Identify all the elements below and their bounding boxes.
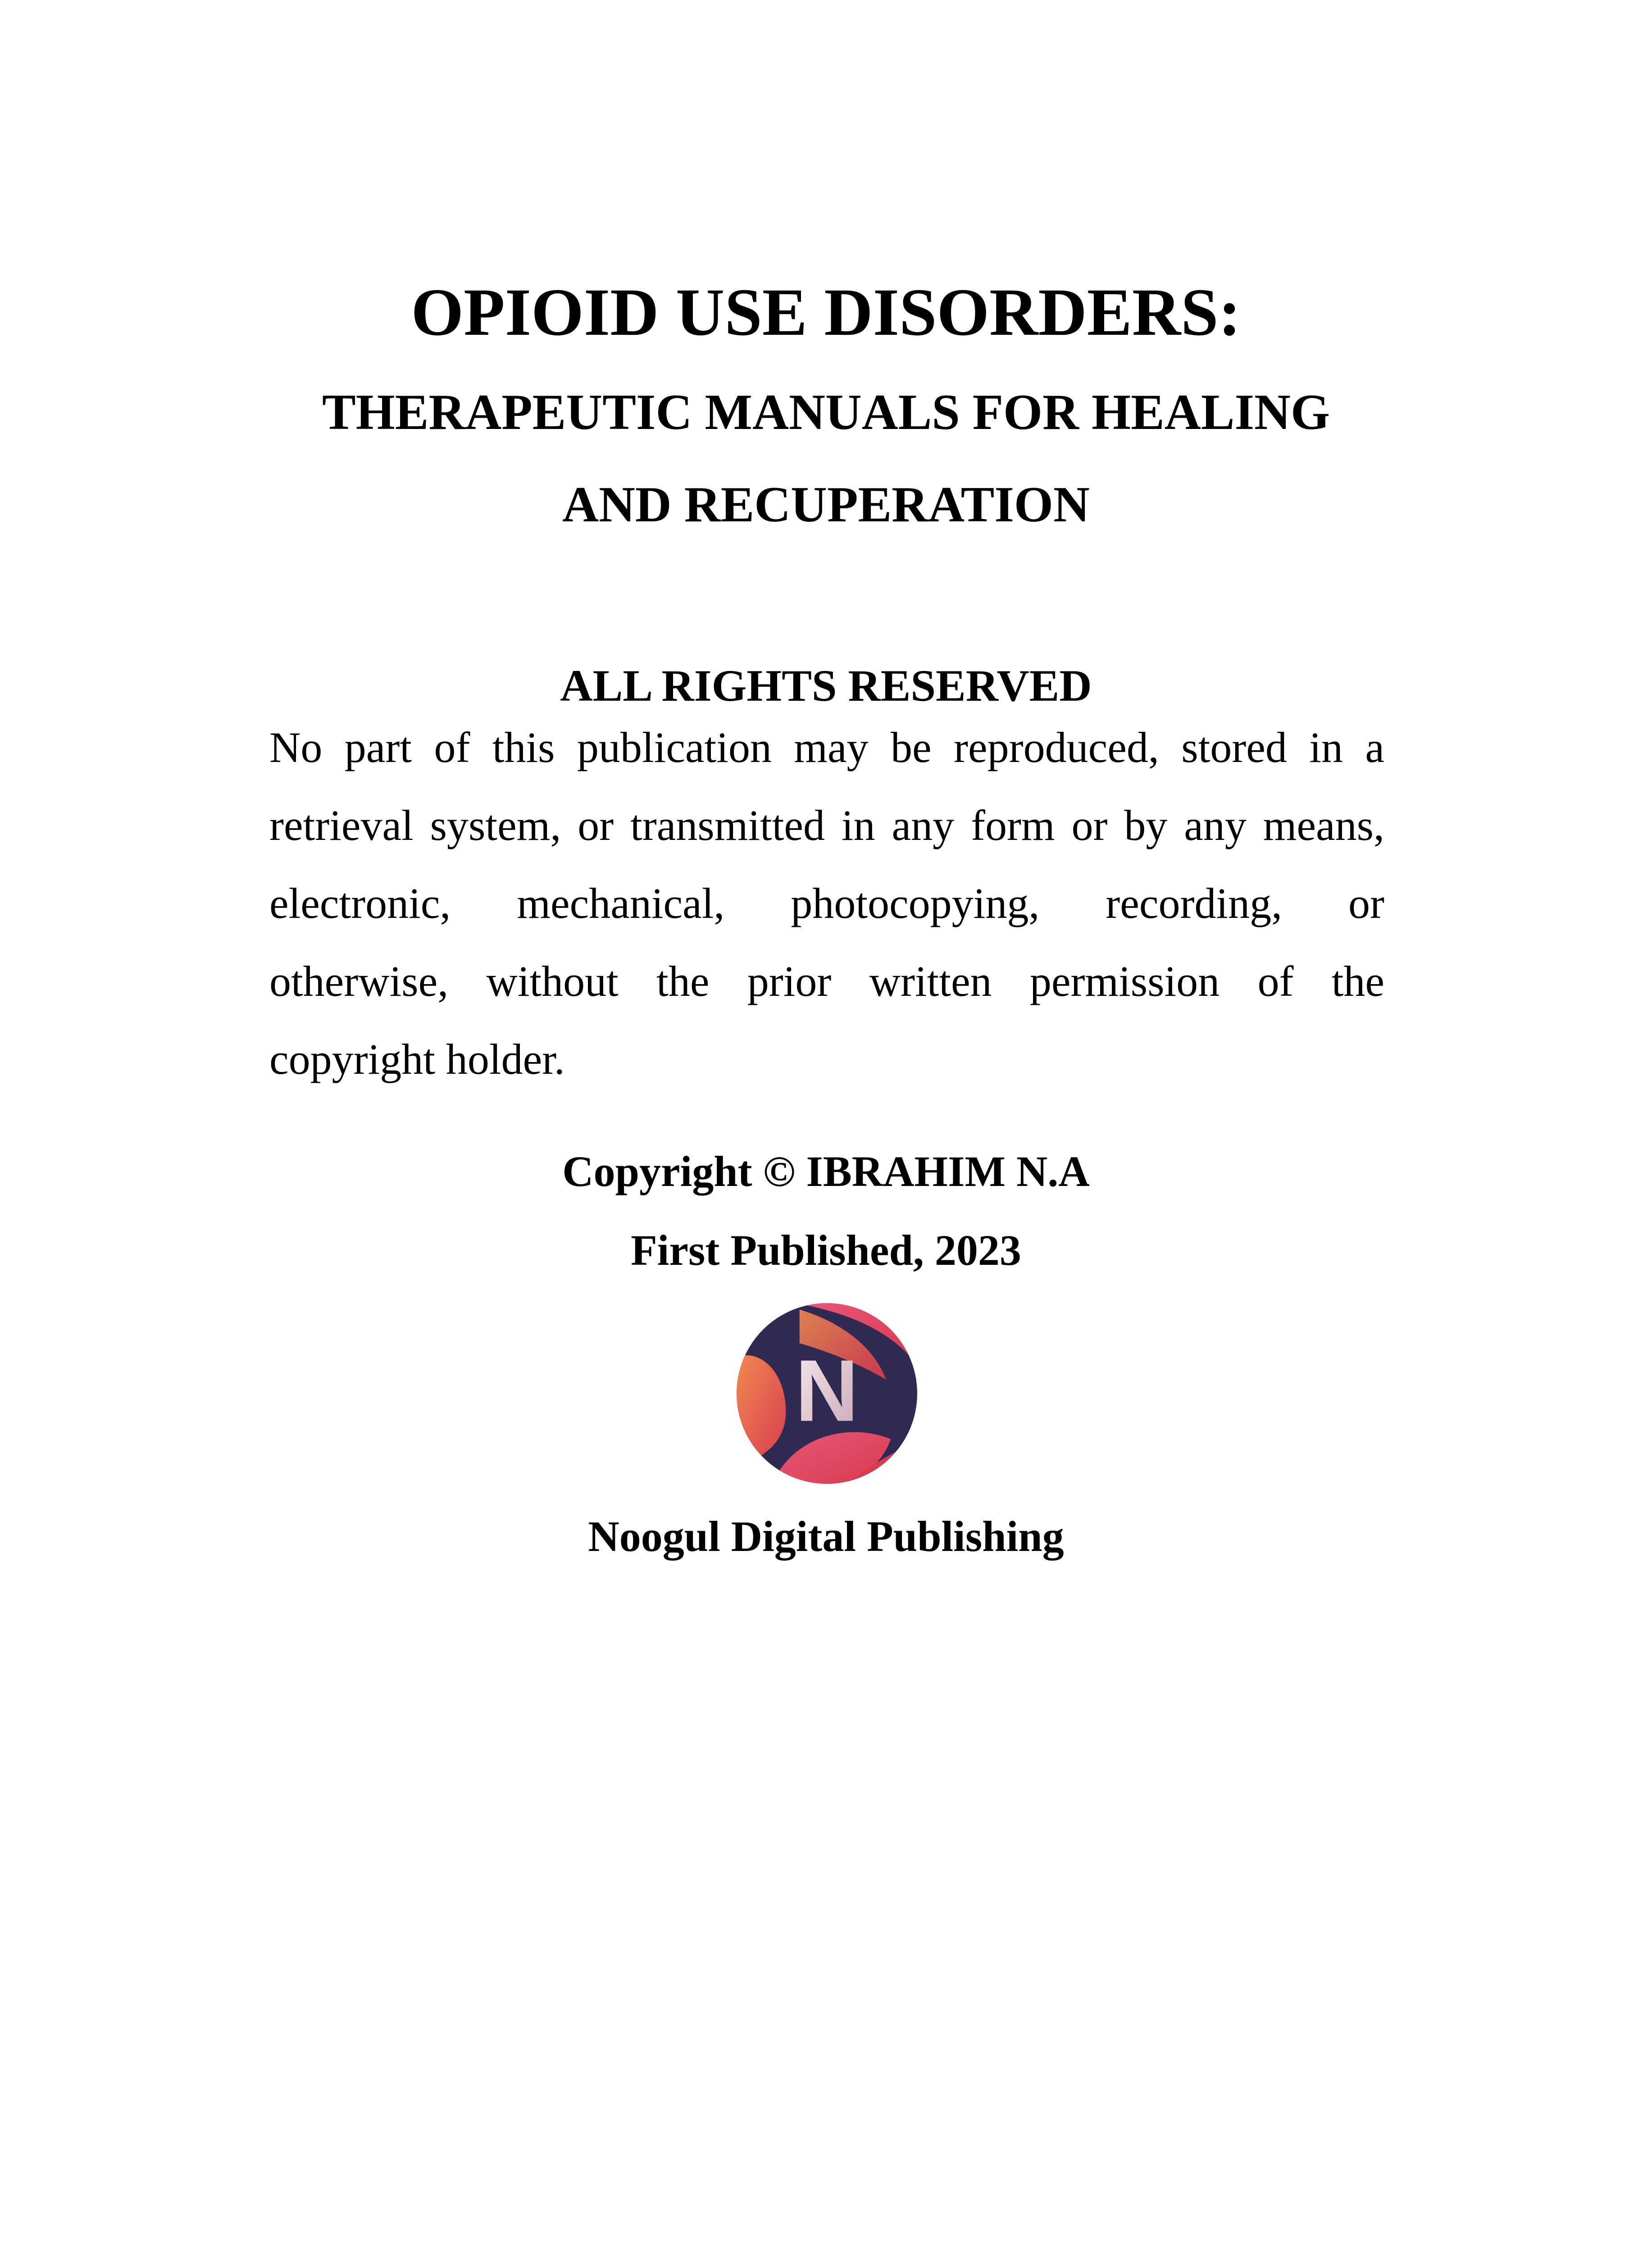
copyright-line: Copyright © IBRAHIM N.A xyxy=(562,1147,1090,1195)
publisher-name: Noogul Digital Publishing xyxy=(588,1512,1064,1560)
copyright-notice xyxy=(269,708,1384,1098)
notice-line: retrieval system, or transmitted in any form or by any means, xyxy=(269,801,1384,849)
first-published-line: First Published, 2023 xyxy=(631,1226,1021,1274)
rights-heading: ALL RIGHTS RESERVED xyxy=(560,661,1092,711)
notice-line: No part of this publication may be reproduced, stored in a xyxy=(269,723,1384,771)
book-subtitle-line-1: THERAPEUTIC MANUALS FOR HEALING xyxy=(322,384,1330,440)
notice-line: copyright holder. xyxy=(269,1035,565,1083)
book-title: OPIOID USE DISORDERS: xyxy=(411,275,1241,350)
logo-letter: N xyxy=(795,1342,859,1440)
publisher-logo-icon xyxy=(736,1302,918,1485)
book-subtitle-line-2: AND RECUPERATION xyxy=(562,477,1090,533)
notice-line: otherwise, without the prior written permission of the xyxy=(269,957,1384,1005)
notice-line: electronic, mechanical, photocopying, recording, or xyxy=(269,879,1384,927)
